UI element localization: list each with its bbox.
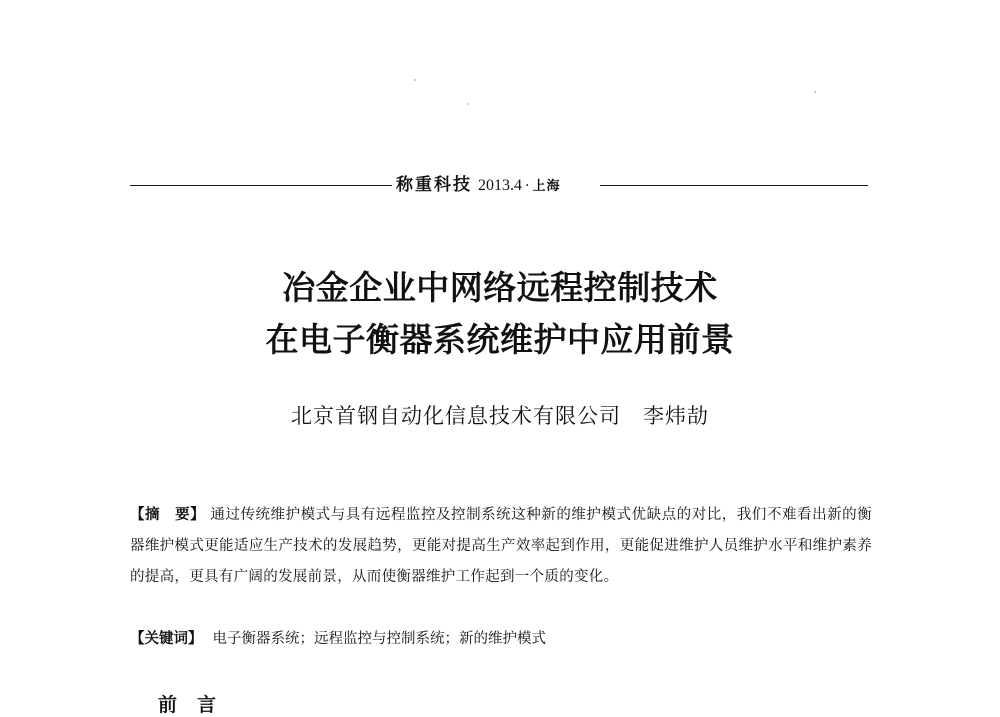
keywords-text: 电子衡器系统；远程监控与控制系统；新的维护模式 xyxy=(212,631,546,647)
section-heading: 前言 xyxy=(158,694,237,716)
header-label xyxy=(396,172,596,200)
running-header xyxy=(130,170,868,200)
title-line-2: 在电子衡器系统维护中应用前景 xyxy=(265,320,735,359)
header-separator: · xyxy=(525,178,530,194)
abstract xyxy=(130,500,872,593)
title-line-1: 冶金企业中网络远程控制技术 xyxy=(282,268,718,307)
header-rule-left xyxy=(130,185,392,186)
scan-speck xyxy=(414,79,416,81)
byline xyxy=(150,400,850,432)
article-title xyxy=(150,262,850,366)
abstract-label: 【摘 要】 xyxy=(130,507,206,523)
publication-city: 上海 xyxy=(532,179,561,194)
author-name: 李炜劼 xyxy=(643,404,709,428)
affiliation: 北京首钢自动化信息技术有限公司 xyxy=(291,404,621,428)
header-rule-right xyxy=(600,185,868,186)
keywords xyxy=(130,624,872,655)
scan-speck xyxy=(467,103,469,105)
abstract-text: 通过传统维护模式与具有远程监控及控制系统这种新的维护模式优缺点的对比，我们不难看出新的衡器维护模式更能适应生产技术的发展趋势，更能对提高生产效率起到作用，更能促进维护人员维护水平和维护素养的提高，更具有广阔的发展前景，从而使衡器维护工作起到一个质的变化。 xyxy=(130,507,872,585)
issue-number: 2013.4 xyxy=(478,177,522,194)
keywords-label: 【关键词】 xyxy=(130,631,203,647)
scan-speck xyxy=(814,91,816,93)
journal-name: 称重科技 xyxy=(396,175,472,195)
